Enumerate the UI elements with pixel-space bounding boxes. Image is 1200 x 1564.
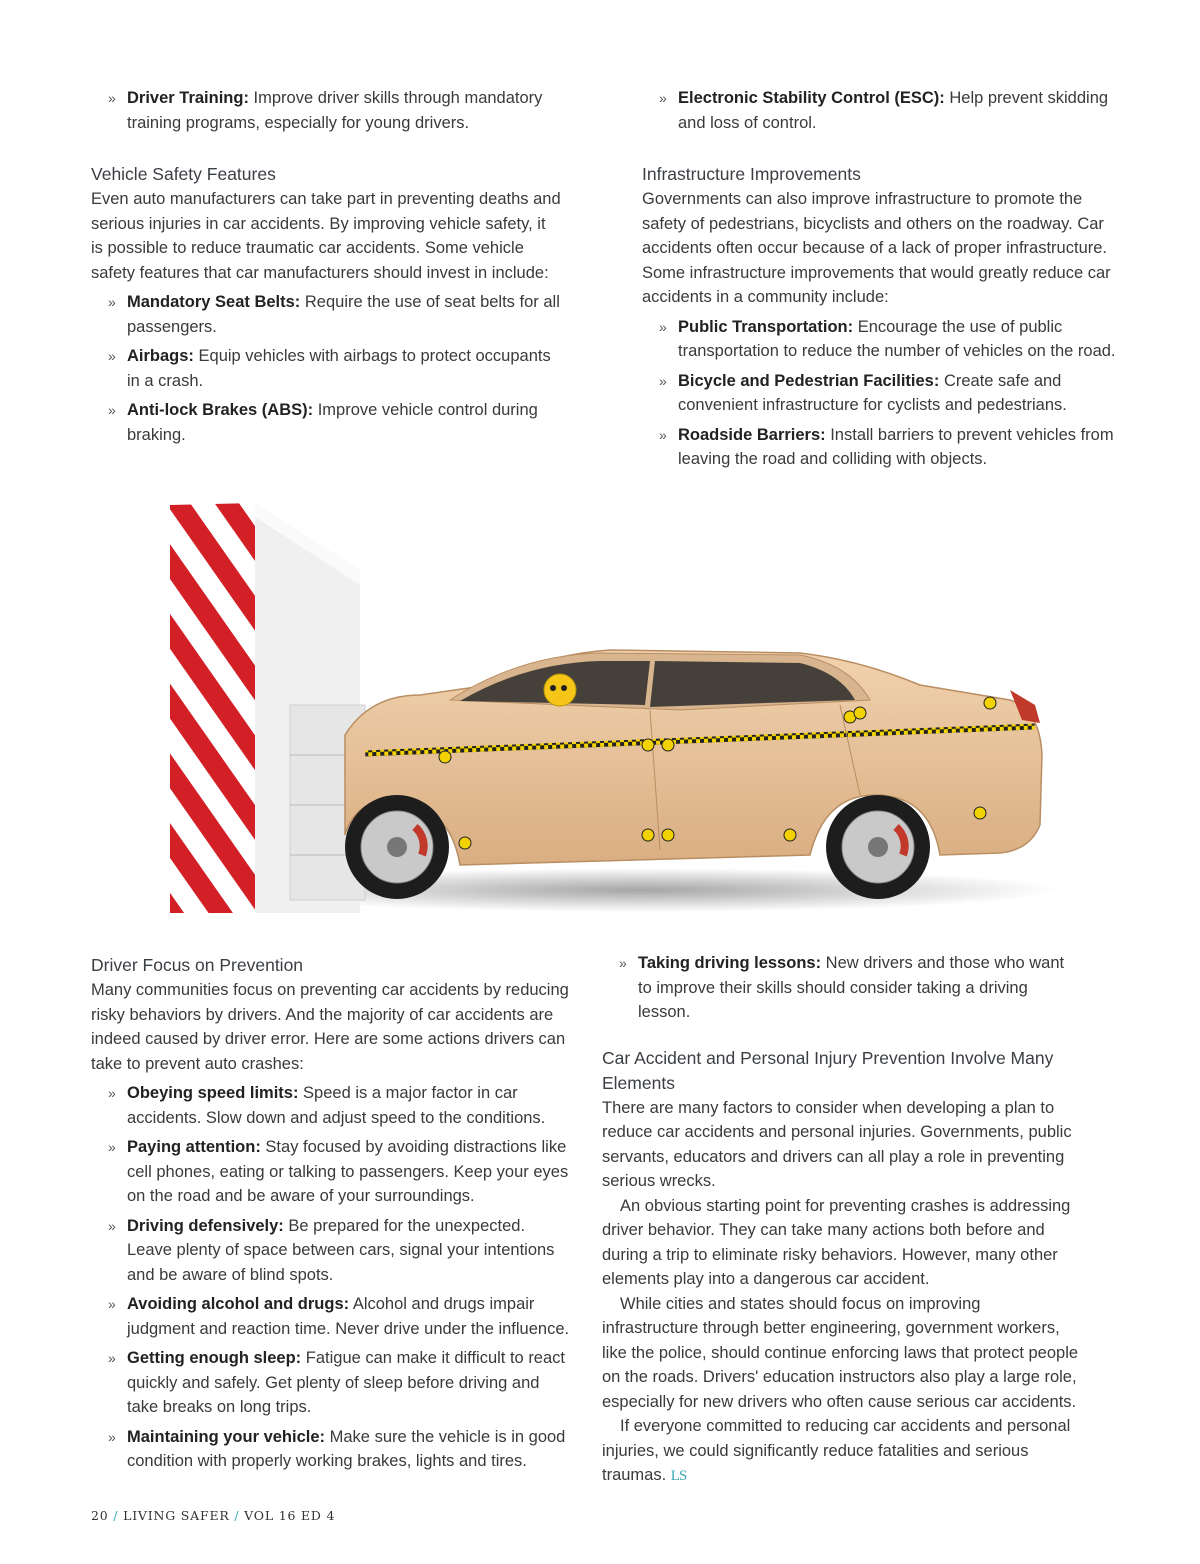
list-item: » Driver Training: Improve driver skills through mandatory training programs, especially for young drivers. [91, 86, 561, 135]
list-item: » Maintaining your vehicle: Make sure the vehicle is in good condition with properly working brakes, lights and tires. [91, 1425, 571, 1474]
list-item: » Public Transportation: Encourage the use of public transportation to reduce the number of vehicles on the road. [642, 315, 1122, 364]
bullet-chevron-icon: » [108, 1139, 116, 1155]
bullet-chevron-icon: » [619, 955, 627, 971]
section-paragraph: While cities and states should focus on improving infrastructure through better engineering, government workers, like the police, should continue enforcing laws that protect people on the roads. Drivers' education instructors also play a large role, especially for new drivers who often cause serious car accidents. [602, 1294, 1079, 1411]
section-heading: Driver Focus on Prevention [91, 955, 304, 975]
list-item: » Taking driving lessons: New drivers and those who want to improve their skills should consider taking a driving lesson. [602, 951, 1080, 1025]
bullet-chevron-icon: » [659, 426, 667, 443]
bullet-chevron-icon: » [108, 348, 116, 364]
bullet-chevron-icon: » [108, 1217, 116, 1234]
vehicle-safety-list [91, 290, 561, 447]
bullet-chevron-icon: » [108, 1350, 116, 1366]
bullet-chevron-icon: » [659, 372, 667, 389]
bullet-chevron-icon: » [108, 1085, 116, 1101]
footer-separator: / [234, 1508, 240, 1523]
driving-lessons-list [602, 951, 1080, 1025]
section-heading: Car Accident and Personal Injury Prevention Involve Many Elements [602, 1047, 1054, 1093]
list-item: » Getting enough sleep: Fatigue can make it difficult to react quickly and safely. Get plenty of sleep before driving and take breaks on long trips. [91, 1346, 571, 1420]
top-left-column [91, 86, 561, 452]
closing-paragraph: If everyone committed to reducing car accidents and personal injuries, we could significantly reduce fatalities and serious traumas. LS [602, 1417, 1071, 1484]
bullet-chevron-icon: » [108, 90, 116, 106]
bottom-left-column [91, 953, 571, 1479]
list-item: » Airbags: Equip vehicles with airbags to protect occupants in a crash. [91, 344, 561, 393]
bullet-chevron-icon: » [659, 318, 667, 335]
list-item: » Anti-lock Brakes (ABS): Improve vehicle control during braking. [91, 398, 561, 447]
list-item: » Electronic Stability Control (ESC): Help prevent skidding and loss of control. [642, 86, 1122, 135]
top-right-column [642, 86, 1122, 477]
list-item: » Paying attention: Stay focused by avoiding distractions like cell phones, eating or talking to passengers. Keep your eyes on the road and be aware of your surroundings. [91, 1135, 571, 1209]
bottom-right-column [602, 951, 1080, 1489]
list-item: » Avoiding alcohol and drugs: Alcohol and drugs impair judgment and reaction time. Never drive under the influence. [91, 1292, 571, 1341]
bullet-chevron-icon: » [108, 402, 116, 418]
section-paragraph: There are many factors to consider when developing a plan to reduce car accidents and personal injuries. Governments, public servants, educators and drivers can all play a role in preventing serious wrecks. [602, 1098, 1072, 1190]
crash-test-illustration [160, 495, 1060, 925]
section-paragraph: Governments can also improve infrastructure to promote the safety of pedestrians, bicyclists and others on the roadway. Car accidents often occur because of a lack of proper infrastructure. Some infrastructure improvements that would greatly reduce car accidents in a community include: [642, 190, 1111, 306]
bullet-chevron-icon: » [108, 1296, 116, 1312]
esc-list [642, 86, 1122, 135]
list-item: » Bicycle and Pedestrian Facilities: Create safe and convenient infrastructure for cyclists and pedestrians. [642, 369, 1122, 418]
section-heading: Infrastructure Improvements [642, 164, 861, 184]
section-paragraph: An obvious starting point for preventing crashes is addressing driver behavior. They can take many actions both before and during a trip to eliminate risky behaviors. However, many other elements play into a dangerous car accident. [602, 1196, 1071, 1288]
list-item: » Obeying speed limits: Speed is a major factor in car accidents. Slow down and adjust speed to the conditions. [91, 1081, 571, 1130]
bullet-chevron-icon: » [108, 1428, 116, 1445]
driver-actions-list [91, 1081, 571, 1474]
end-mark-logo: LS [670, 1468, 687, 1484]
footer-separator: / [113, 1508, 119, 1523]
list-item: » Mandatory Seat Belts: Require the use of seat belts for all passengers. [91, 290, 561, 339]
infrastructure-list [642, 315, 1122, 472]
list-item: » Driving defensively: Be prepared for the unexpected. Leave plenty of space between cars, signal your intentions and be aware of blind spots. [91, 1214, 571, 1288]
page-footer [91, 1508, 335, 1523]
section-paragraph: Many communities focus on preventing car accidents by reducing risky behaviors by drivers. And the majority of car accidents are indeed caused by driver error. Here are some actions drivers can take to prevent auto crashes: [91, 981, 569, 1073]
volume-edition: VOL 16 ED 4 [244, 1508, 336, 1523]
list-item: » Roadside Barriers: Install barriers to prevent vehicles from leaving the road and colliding with objects. [642, 423, 1122, 472]
driver-training-list [91, 86, 561, 135]
bullet-chevron-icon: » [108, 294, 116, 310]
publication-name: LIVING SAFER [123, 1508, 230, 1523]
page-number: 20 [91, 1508, 109, 1523]
section-heading: Vehicle Safety Features [91, 164, 276, 184]
bullet-chevron-icon: » [659, 90, 667, 106]
section-paragraph: Even auto manufacturers can take part in preventing deaths and serious injuries in car accidents. By improving vehicle safety, it is possible to reduce traumatic car accidents. Some vehicle safety features that car manufacturers should invest in include: [91, 190, 561, 282]
